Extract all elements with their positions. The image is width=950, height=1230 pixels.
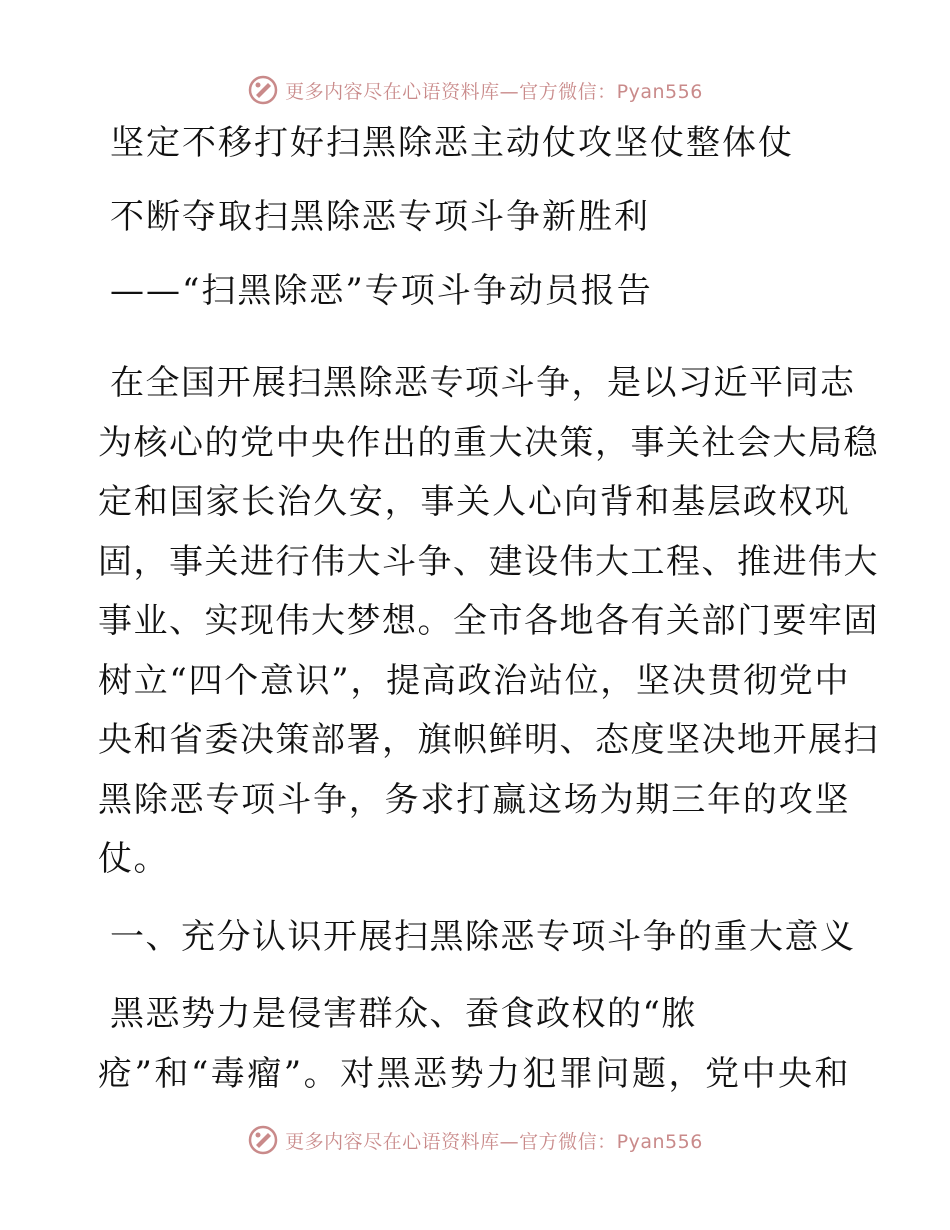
paragraph-line: 仗。 bbox=[98, 839, 169, 879]
watermark-text: 更多内容尽在心语资料库—官方微信：Pyan556 bbox=[285, 80, 703, 103]
seal-logo-icon bbox=[247, 74, 279, 106]
section-spacer bbox=[98, 967, 850, 985]
paragraph-section1 bbox=[98, 985, 850, 1104]
document-body bbox=[98, 118, 879, 1104]
watermark-header bbox=[0, 70, 950, 110]
paragraph-line: 在全国开展扫黑除恶专项斗争，是以习近平同志 bbox=[110, 363, 856, 403]
section-heading: 一、充分认识开展扫黑除恶专项斗争的重大意义 bbox=[110, 916, 856, 957]
paragraph-line: 黑除恶专项斗争，务求打赢这场为期三年的攻坚 bbox=[98, 779, 850, 820]
document-subtitle: 不断夺取扫黑除恶专项斗争新胜利 bbox=[110, 197, 650, 237]
watermark-footer bbox=[0, 1120, 950, 1160]
paragraph-line: 事业、实现伟大梦想。全市各地各有关部门要牢固 bbox=[98, 601, 879, 641]
watermark-text: 更多内容尽在心语资料库—官方微信：Pyan556 bbox=[285, 1130, 703, 1153]
paragraph-line: 固，事关进行伟大斗争、建设伟大工程、推进伟大 bbox=[98, 541, 879, 582]
paragraph-intro bbox=[98, 354, 879, 890]
paragraph-line: 为核心的党中央作出的重大决策，事关社会大局稳 bbox=[98, 422, 879, 463]
section-spacer bbox=[98, 890, 850, 908]
document-subheading: ——“扫黑除恶”专项斗争动员报告 bbox=[110, 271, 653, 311]
paragraph-line: 树立“四个意识”，提高政治站位，坚决贯彻党中 bbox=[98, 660, 850, 701]
paragraph-line: 央和省委决策部署，旗帜鲜明、态度坚决地开展扫 bbox=[98, 720, 879, 760]
document-title: 坚定不移打好扫黑除恶主动仗攻坚仗整体仗 bbox=[110, 123, 794, 163]
seal-logo-icon bbox=[247, 1124, 279, 1156]
paragraph-line: 定和国家长治久安，事关人心向背和基层政权巩 bbox=[98, 482, 850, 522]
paragraph-line: 黑恶势力是侵害群众、蚕食政权的“脓 bbox=[110, 994, 697, 1034]
paragraph-line: 疮”和“毒瘤”。对黑恶势力犯罪问题，党中央和 bbox=[98, 1053, 850, 1094]
